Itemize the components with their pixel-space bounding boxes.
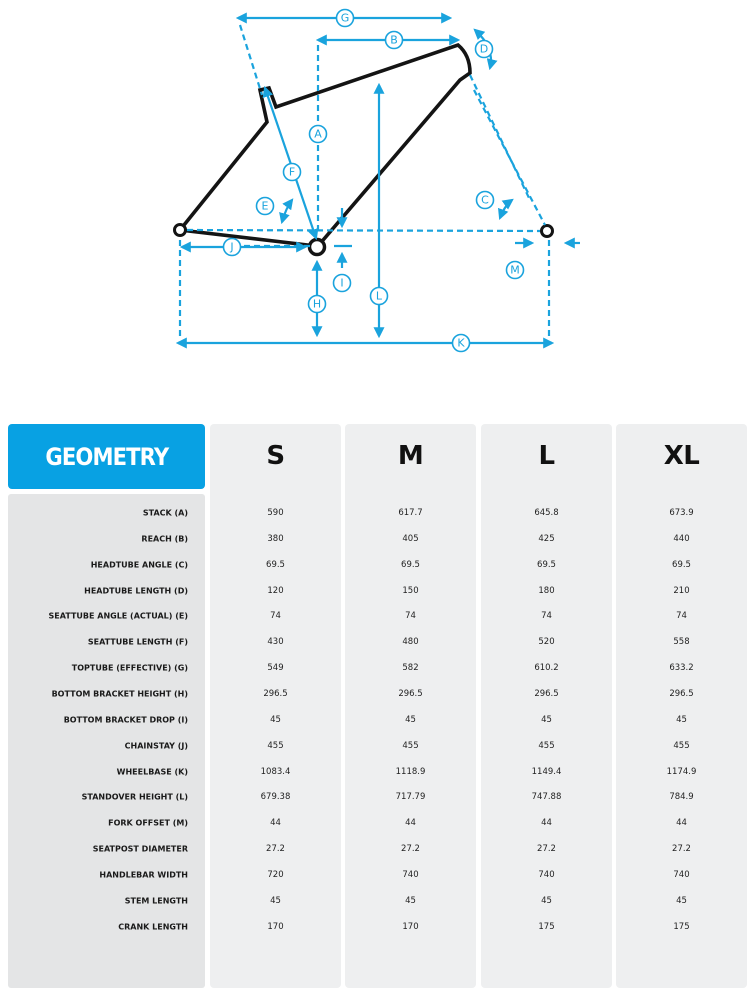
table-cell: 296.5 xyxy=(534,688,559,699)
table-cell: 784.9 xyxy=(669,792,694,803)
table-cell: 425 xyxy=(538,533,555,544)
table-cell: 673.9 xyxy=(669,508,694,518)
table-cell: 455 xyxy=(673,740,690,751)
row-label: FORK OFFSET (M) xyxy=(108,818,188,828)
size-column-s xyxy=(210,424,341,988)
table-cell: 590 xyxy=(267,508,284,518)
label-c xyxy=(477,192,494,209)
row-labels-column xyxy=(8,494,205,988)
table-cell: 617.7 xyxy=(398,508,423,518)
svg-text:L: L xyxy=(375,289,383,303)
label-m xyxy=(507,262,524,279)
row-label: HEADTUBE LENGTH (D) xyxy=(84,586,188,596)
label-d xyxy=(476,41,493,58)
table-cell: 44 xyxy=(676,818,687,829)
row-label: CHAINSTAY (J) xyxy=(124,741,188,751)
table-cell: 296.5 xyxy=(398,688,423,699)
table-cell: 430 xyxy=(267,637,284,648)
table-cell: 520 xyxy=(538,637,555,648)
row-label: HEADTUBE ANGLE (C) xyxy=(90,560,188,570)
row-label: REACH (B) xyxy=(141,534,188,544)
table-cell: 740 xyxy=(402,869,419,880)
table-cell: 150 xyxy=(402,585,419,596)
size-column-xl xyxy=(616,424,747,988)
table-cell: 74 xyxy=(676,611,687,622)
table-cell: 633.2 xyxy=(669,663,694,674)
label-k xyxy=(453,335,470,352)
table-cell: 1174.9 xyxy=(666,766,697,777)
size-header-s: S xyxy=(266,441,285,471)
table-cell: 1083.4 xyxy=(260,766,291,777)
table-cell: 74 xyxy=(270,611,281,622)
table-cell: 69.5 xyxy=(266,559,285,570)
label-f xyxy=(284,164,301,181)
row-label: WHEELBASE (K) xyxy=(116,767,188,776)
table-cell: 455 xyxy=(402,740,419,751)
row-label: TOPTUBE (EFFECTIVE) (G) xyxy=(71,663,188,673)
geometry-header xyxy=(8,424,205,489)
table-cell: 380 xyxy=(267,533,284,544)
table-cell: 44 xyxy=(270,818,281,829)
table-cell: 175 xyxy=(673,921,690,932)
label-b xyxy=(386,32,403,49)
table-cell: 296.5 xyxy=(263,688,288,699)
size-header-l: L xyxy=(538,441,555,471)
svg-text:B: B xyxy=(390,33,398,47)
svg-text:J: J xyxy=(230,240,234,254)
label-g xyxy=(337,10,354,27)
row-label: CRANK LENGTH xyxy=(118,922,188,932)
geometry-title: GEOMETRY xyxy=(45,442,168,471)
table-cell: 45 xyxy=(270,895,281,906)
geometry-diagram xyxy=(0,0,754,400)
svg-text:D: D xyxy=(479,42,489,56)
svg-text:G: G xyxy=(340,11,350,25)
table-cell: 45 xyxy=(405,714,416,725)
table-cell: 296.5 xyxy=(669,688,694,699)
size-column-l xyxy=(481,424,612,988)
table-cell: 170 xyxy=(267,921,284,932)
table-cell: 74 xyxy=(541,611,552,622)
rear-axle xyxy=(175,225,186,236)
table-cell: 717.79 xyxy=(395,792,426,803)
table-cell: 175 xyxy=(538,921,555,932)
table-cell: 747.88 xyxy=(531,792,562,803)
label-a xyxy=(310,126,327,143)
table-cell: 679.38 xyxy=(260,792,291,803)
table-cell: 170 xyxy=(402,921,419,932)
table-cell: 27.2 xyxy=(401,844,420,855)
table-cell: 558 xyxy=(673,637,690,648)
table-cell: 74 xyxy=(405,611,416,622)
table-cell: 44 xyxy=(541,818,552,829)
table-cell: 549 xyxy=(267,663,284,674)
row-label: SEATTUBE LENGTH (F) xyxy=(87,637,188,647)
size-column-m xyxy=(345,424,476,988)
row-label: BOTTOM BRACKET DROP (I) xyxy=(63,715,188,725)
table-cell: 45 xyxy=(541,714,552,725)
table-cell: 1118.9 xyxy=(395,766,426,777)
bottom-bracket xyxy=(310,240,325,255)
table-cell: 69.5 xyxy=(672,559,691,570)
bike-frame xyxy=(180,45,470,246)
svg-text:K: K xyxy=(457,336,465,350)
label-h xyxy=(309,296,326,313)
table-cell: 44 xyxy=(405,818,416,829)
table-cell: 45 xyxy=(270,714,281,725)
size-header-xl: XL xyxy=(663,441,700,471)
svg-text:F: F xyxy=(288,165,296,179)
label-i xyxy=(334,275,351,292)
table-cell: 610.2 xyxy=(534,663,559,674)
label-j xyxy=(224,239,241,256)
svg-text:A: A xyxy=(314,127,322,141)
table-cell: 180 xyxy=(538,585,555,596)
svg-text:E: E xyxy=(261,199,269,213)
svg-text:M: M xyxy=(510,263,520,277)
front-axle xyxy=(542,226,553,237)
table-cell: 69.5 xyxy=(401,559,420,570)
size-header-m: M xyxy=(397,441,424,471)
table-cell: 480 xyxy=(402,637,419,648)
svg-text:H: H xyxy=(312,297,322,311)
table-cell: 27.2 xyxy=(672,844,691,855)
label-e xyxy=(257,198,274,215)
label-l xyxy=(371,288,388,305)
table-cell: 27.2 xyxy=(537,844,556,855)
table-cell: 740 xyxy=(538,869,555,880)
table-cell: 740 xyxy=(673,869,690,880)
table-cell: 210 xyxy=(673,585,690,596)
svg-text:I: I xyxy=(340,276,344,290)
table-cell: 1149.4 xyxy=(531,766,562,777)
table-cell: 45 xyxy=(676,895,687,906)
table-cell: 405 xyxy=(402,533,419,544)
table-cell: 455 xyxy=(267,740,284,751)
row-label: STACK (A) xyxy=(142,508,188,518)
row-label: BOTTOM BRACKET HEIGHT (H) xyxy=(51,689,188,699)
row-label: SEATPOST DIAMETER xyxy=(92,844,188,854)
row-label: STANDOVER HEIGHT (L) xyxy=(81,792,188,802)
table-cell: 582 xyxy=(402,663,419,674)
row-label: SEATTUBE ANGLE (ACTUAL) (E) xyxy=(48,611,188,621)
table-cell: 455 xyxy=(538,740,555,751)
table-cell: 45 xyxy=(405,895,416,906)
table-cell: 120 xyxy=(267,585,284,596)
row-label: STEM LENGTH xyxy=(124,896,188,906)
table-cell: 45 xyxy=(676,714,687,725)
table-cell: 720 xyxy=(267,869,284,880)
row-label: HANDLEBAR WIDTH xyxy=(99,870,188,880)
table-cell: 45 xyxy=(541,895,552,906)
table-cell: 440 xyxy=(673,533,690,544)
table-cell: 69.5 xyxy=(537,559,556,570)
table-cell: 27.2 xyxy=(266,844,285,855)
svg-text:C: C xyxy=(481,193,489,207)
table-cell: 645.8 xyxy=(534,508,559,518)
